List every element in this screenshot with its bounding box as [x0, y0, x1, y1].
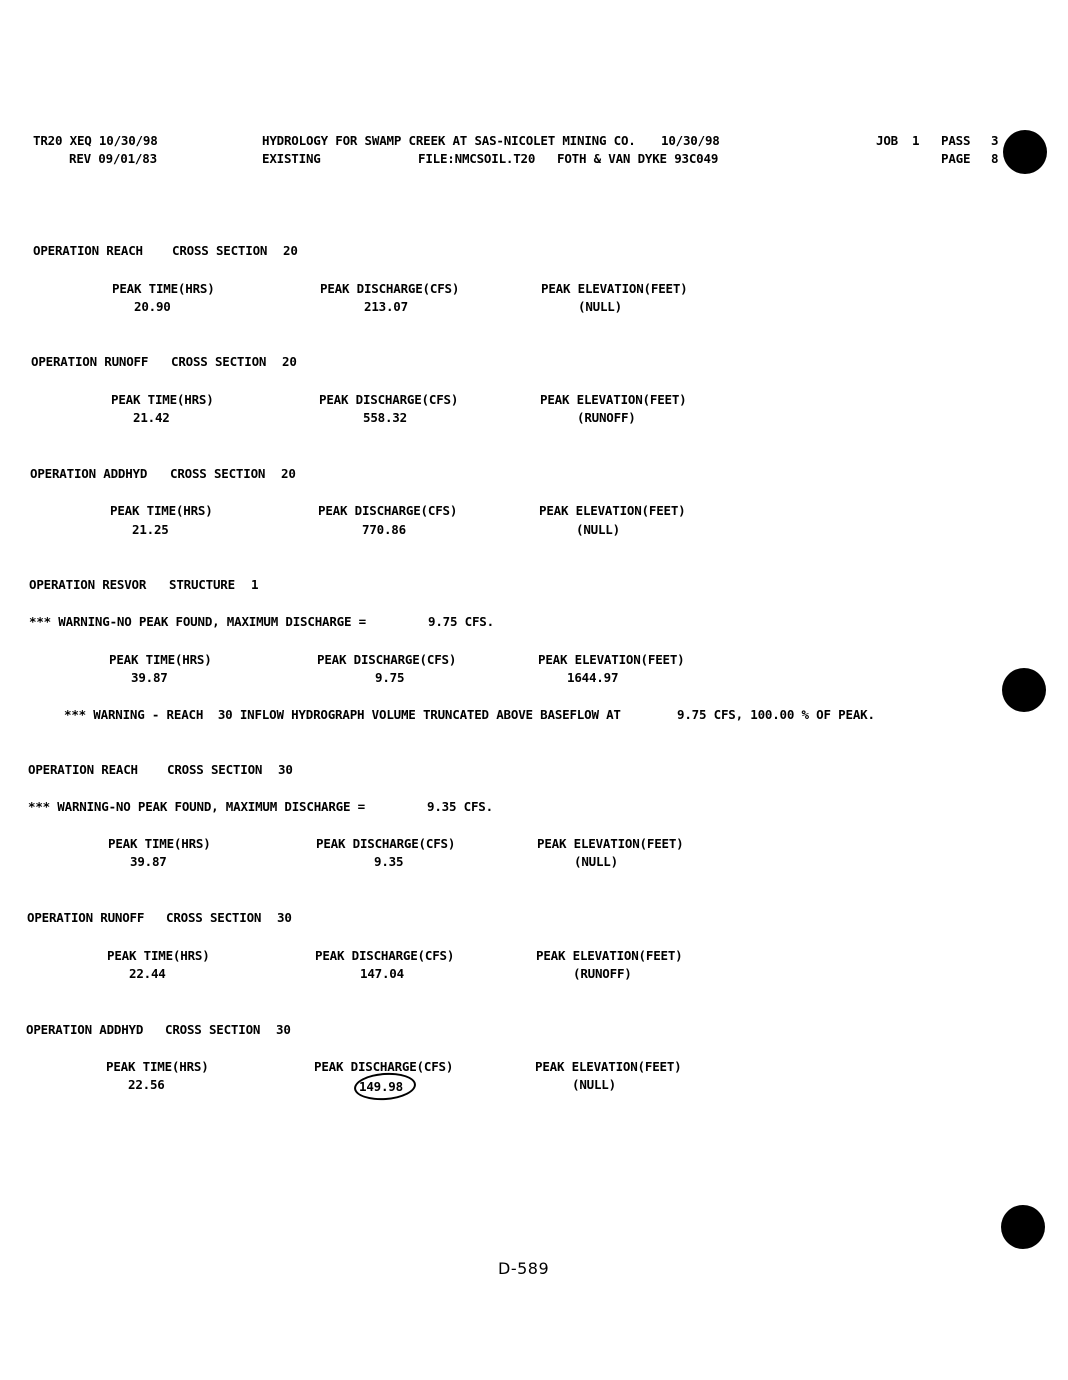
circled-discharge [359, 1079, 403, 1094]
operation-name: OPERATION REACH [33, 243, 143, 258]
peak-discharge-value: 9.75 [375, 670, 405, 685]
section-label: STRUCTURE [169, 577, 235, 592]
peak-discharge-header: PEAK DISCHARGE(CFS) [319, 392, 459, 407]
peak-elevation-header: PEAK ELEVATION(FEET) [540, 392, 687, 407]
section-label: CROSS SECTION [172, 243, 268, 258]
peak-elevation-value: 1644.97 [567, 670, 619, 685]
peak-elevation-value: (NULL) [572, 1077, 616, 1092]
peak-elevation-header: PEAK ELEVATION(FEET) [537, 836, 684, 851]
peak-elevation-header: PEAK ELEVATION(FEET) [538, 652, 685, 667]
section-number: 20 [283, 243, 298, 258]
section-number: 20 [281, 466, 296, 481]
section-label: CROSS SECTION [171, 354, 267, 369]
peak-elevation-header: PEAK ELEVATION(FEET) [536, 948, 683, 963]
operation-name: OPERATION RUNOFF [31, 354, 149, 369]
peak-time-value: 22.44 [129, 966, 166, 981]
peak-elevation-header: PEAK ELEVATION(FEET) [535, 1059, 682, 1074]
report-title: HYDROLOGY FOR SWAMP CREEK AT SAS-NICOLET MINING CO. [262, 133, 636, 148]
section-number: 30 [278, 762, 293, 777]
section-number: 30 [276, 1022, 291, 1037]
warning-message: *** WARNING-NO PEAK FOUND, MAXIMUM DISCHARGE = [28, 799, 365, 814]
punch-hole [1002, 668, 1046, 712]
operation-name: OPERATION REACH [28, 762, 138, 777]
program-revision: REV 09/01/83 [69, 151, 157, 166]
firm-name: FOTH & VAN DYKE 93C049 [557, 151, 719, 166]
truncation-warning: *** WARNING - REACH 30 INFLOW HYDROGRAPH VOLUME TRUNCATED ABOVE BASEFLOW AT [64, 707, 621, 722]
peak-discharge-value: 9.35 [374, 854, 404, 869]
warning-value: 9.75 CFS. [428, 614, 494, 629]
peak-elevation-value: (NULL) [578, 299, 622, 314]
operation-name: OPERATION ADDHYD [30, 466, 148, 481]
peak-time-value: 22.56 [128, 1077, 165, 1092]
peak-time-value: 39.87 [130, 854, 167, 869]
report-date: 10/30/98 [661, 133, 720, 148]
truncation-values: 9.75 CFS, 100.00 % OF PEAK. [677, 707, 875, 722]
peak-discharge-header: PEAK DISCHARGE(CFS) [320, 281, 460, 296]
punch-hole [1001, 1205, 1045, 1249]
page-id: D-589 [498, 1259, 550, 1278]
warning-message: *** WARNING-NO PEAK FOUND, MAXIMUM DISCHARGE = [29, 614, 366, 629]
condition-label: EXISTING [262, 151, 321, 166]
operation-name: OPERATION RESVOR [29, 577, 147, 592]
peak-discharge-header: PEAK DISCHARGE(CFS) [314, 1059, 454, 1074]
peak-time-header: PEAK TIME(HRS) [112, 281, 215, 296]
section-label: CROSS SECTION [165, 1022, 261, 1037]
peak-discharge-value: 149.98 [359, 1079, 403, 1094]
peak-time-header: PEAK TIME(HRS) [106, 1059, 209, 1074]
peak-discharge-value: 147.04 [360, 966, 404, 981]
page-number: 8 [991, 151, 999, 166]
operation-name: OPERATION RUNOFF [27, 910, 145, 925]
peak-time-value: 21.42 [133, 410, 170, 425]
section-number: 20 [282, 354, 297, 369]
peak-discharge-header: PEAK DISCHARGE(CFS) [316, 836, 456, 851]
peak-elevation-value: (RUNOFF) [577, 410, 636, 425]
section-label: CROSS SECTION [166, 910, 262, 925]
peak-elevation-header: PEAK ELEVATION(FEET) [541, 281, 688, 296]
peak-time-header: PEAK TIME(HRS) [109, 652, 212, 667]
page-label: PAGE [941, 151, 971, 166]
pass-number: 3 [991, 133, 999, 148]
section-number: 1 [251, 577, 259, 592]
peak-time-header: PEAK TIME(HRS) [111, 392, 214, 407]
section-number: 30 [277, 910, 292, 925]
peak-discharge-header: PEAK DISCHARGE(CFS) [318, 503, 458, 518]
peak-time-header: PEAK TIME(HRS) [108, 836, 211, 851]
peak-discharge-value: 558.32 [363, 410, 407, 425]
section-label: CROSS SECTION [167, 762, 263, 777]
peak-time-value: 20.90 [134, 299, 171, 314]
peak-elevation-value: (NULL) [574, 854, 618, 869]
warning-value: 9.35 CFS. [427, 799, 493, 814]
peak-discharge-header: PEAK DISCHARGE(CFS) [317, 652, 457, 667]
punch-hole [1003, 130, 1047, 174]
peak-time-header: PEAK TIME(HRS) [110, 503, 213, 518]
peak-elevation-value: (NULL) [576, 522, 620, 537]
file-name: FILE:NMCSOIL.T20 [418, 151, 536, 166]
operation-name: OPERATION ADDHYD [26, 1022, 144, 1037]
peak-discharge-value: 213.07 [364, 299, 408, 314]
peak-time-value: 39.87 [131, 670, 168, 685]
peak-discharge-header: PEAK DISCHARGE(CFS) [315, 948, 455, 963]
peak-time-header: PEAK TIME(HRS) [107, 948, 210, 963]
job-label: JOB [876, 133, 898, 148]
job-number: 1 [912, 133, 920, 148]
peak-elevation-value: (RUNOFF) [573, 966, 632, 981]
section-label: CROSS SECTION [170, 466, 266, 481]
peak-elevation-header: PEAK ELEVATION(FEET) [539, 503, 686, 518]
program-id: TR20 XEQ 10/30/98 [33, 133, 158, 148]
peak-time-value: 21.25 [132, 522, 169, 537]
peak-discharge-value: 770.86 [362, 522, 406, 537]
pass-label: PASS [941, 133, 971, 148]
